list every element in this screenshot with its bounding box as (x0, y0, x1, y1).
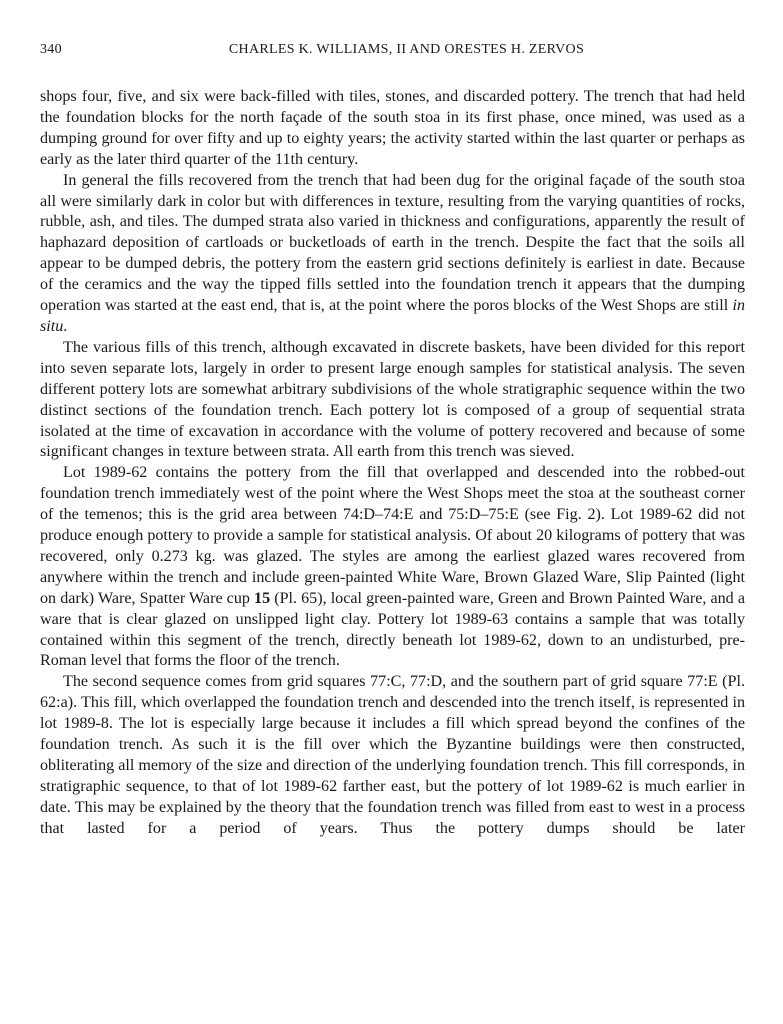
paragraph-2-italic: in situ (40, 297, 745, 335)
running-header (40, 42, 743, 62)
paragraph-4 (40, 463, 745, 672)
paragraph-2 (40, 171, 745, 338)
paragraph-2-text: In general the fills recovered from the trench that had been dug for the original façade of the south stoa all were similarly dark in color but with differences in texture, resulting from the varying quantities of rocks, rubble, ash, and tiles. The dumped strata also varied in thickness and configurations, apparently the result of haphazard deposition of cartloads or bucketloads of earth in the trench. Despite the fact that the soils all appear to be dumped debris, the pottery from the eastern grid sections definitely is earliest in date. Because of the ceramics and the way the tipped fills settled into the foundation trench it appears that the dumping operation was started at the east end, that is, at the point where the poros blocks of the West Shops are still (40, 171, 745, 315)
paragraph-4-text: Lot 1989-62 contains the pottery from the fill that overlapped and descended into the robbed-out foundation trench immediately west of the point where the West Shops meet the stoa at the southeast corner of the temenos; this is the grid area between 74:D–74:E and 75:D–75:E (see Fig. 2). Lot 1989-62 did not produce enough pottery to provide a sample for statistical analysis. Of about 20 kilograms of pottery that was recovered, only 0.273 kg. was glazed. The styles are among the earliest glazed wares recovered from anywhere within the trench and include green-painted White Ware, Brown Glazed Ware, Slip Painted (light on dark) Ware, Spatter Ware cup (40, 464, 745, 607)
paragraph-5 (40, 672, 745, 839)
paragraph-2-text-end: . (63, 317, 68, 335)
paragraph-5-text: The second sequence comes from grid squares 77:C, 77:D, and the southern part of grid square 77:E (Pl. 62:a). This fill, which overlapped the foundation trench and descended into the trench itself, is represented in lot 1989-8. The lot is especially large because it includes a fill which spread beyond the confines of the foundation trench. As such it is the fill over which the Byzantine buildings were then constructed, obliterating all memory of the size and direction of the underlying foundation trench. This fill corresponds, in stratigraphic sequence, to that of lot 1989-62 farther east, but the pottery of lot 1989-62 is much earlier in date. This may be explained by the theory that the foundation trench was filled from east to west in a process that lasted for a period of years. Thus the pottery dumps should be later (40, 673, 745, 837)
running-title: CHARLES K. WILLIAMS, II AND ORESTES H. ZERVOS (228, 42, 585, 57)
paragraph-4-text-end: (Pl. 65), local green-painted ware, Green and Brown Painted Ware, and a ware that is clear glazed on unslipped light clay. Pottery lot 1989-63 contains a sample that was totally contained within this segment of the trench, directly beneath lot 1989-62, down to an undisturbed, pre-Roman level that forms the floor of the trench. (40, 589, 745, 670)
body-text (40, 87, 745, 840)
paragraph-1 (40, 87, 745, 171)
page-number: 340 (40, 42, 62, 57)
paragraph-3 (40, 338, 745, 463)
paragraph-3-text: The various fills of this trench, although excavated in discrete baskets, have been divided for this report into seven separate lots, largely in order to present large enough samples for statistical analysis. The seven different pottery lots are somewhat arbitrary subdivisions of the whole stratigraphic sequence within the two distinct sections of the foundation trench. Each pottery lot is composed of a group of sequential strata isolated at the time of excavation in accordance with the volume of pottery recovered and because of some significant changes in texture between strata. All earth from this trench was sieved. (40, 338, 745, 461)
paragraph-1-text: shops four, five, and six were back-filled with tiles, stones, and discarded pottery. The trench that had held the foundation blocks for the north façade of the south stoa in its first phase, once mined, was used as a dumping ground for over fifty and up to eighty years; the activity started within the last quarter or perhaps as early as the later third quarter of the 11th century. (40, 88, 745, 168)
paragraph-4-bold-ref: 15 (254, 589, 271, 607)
